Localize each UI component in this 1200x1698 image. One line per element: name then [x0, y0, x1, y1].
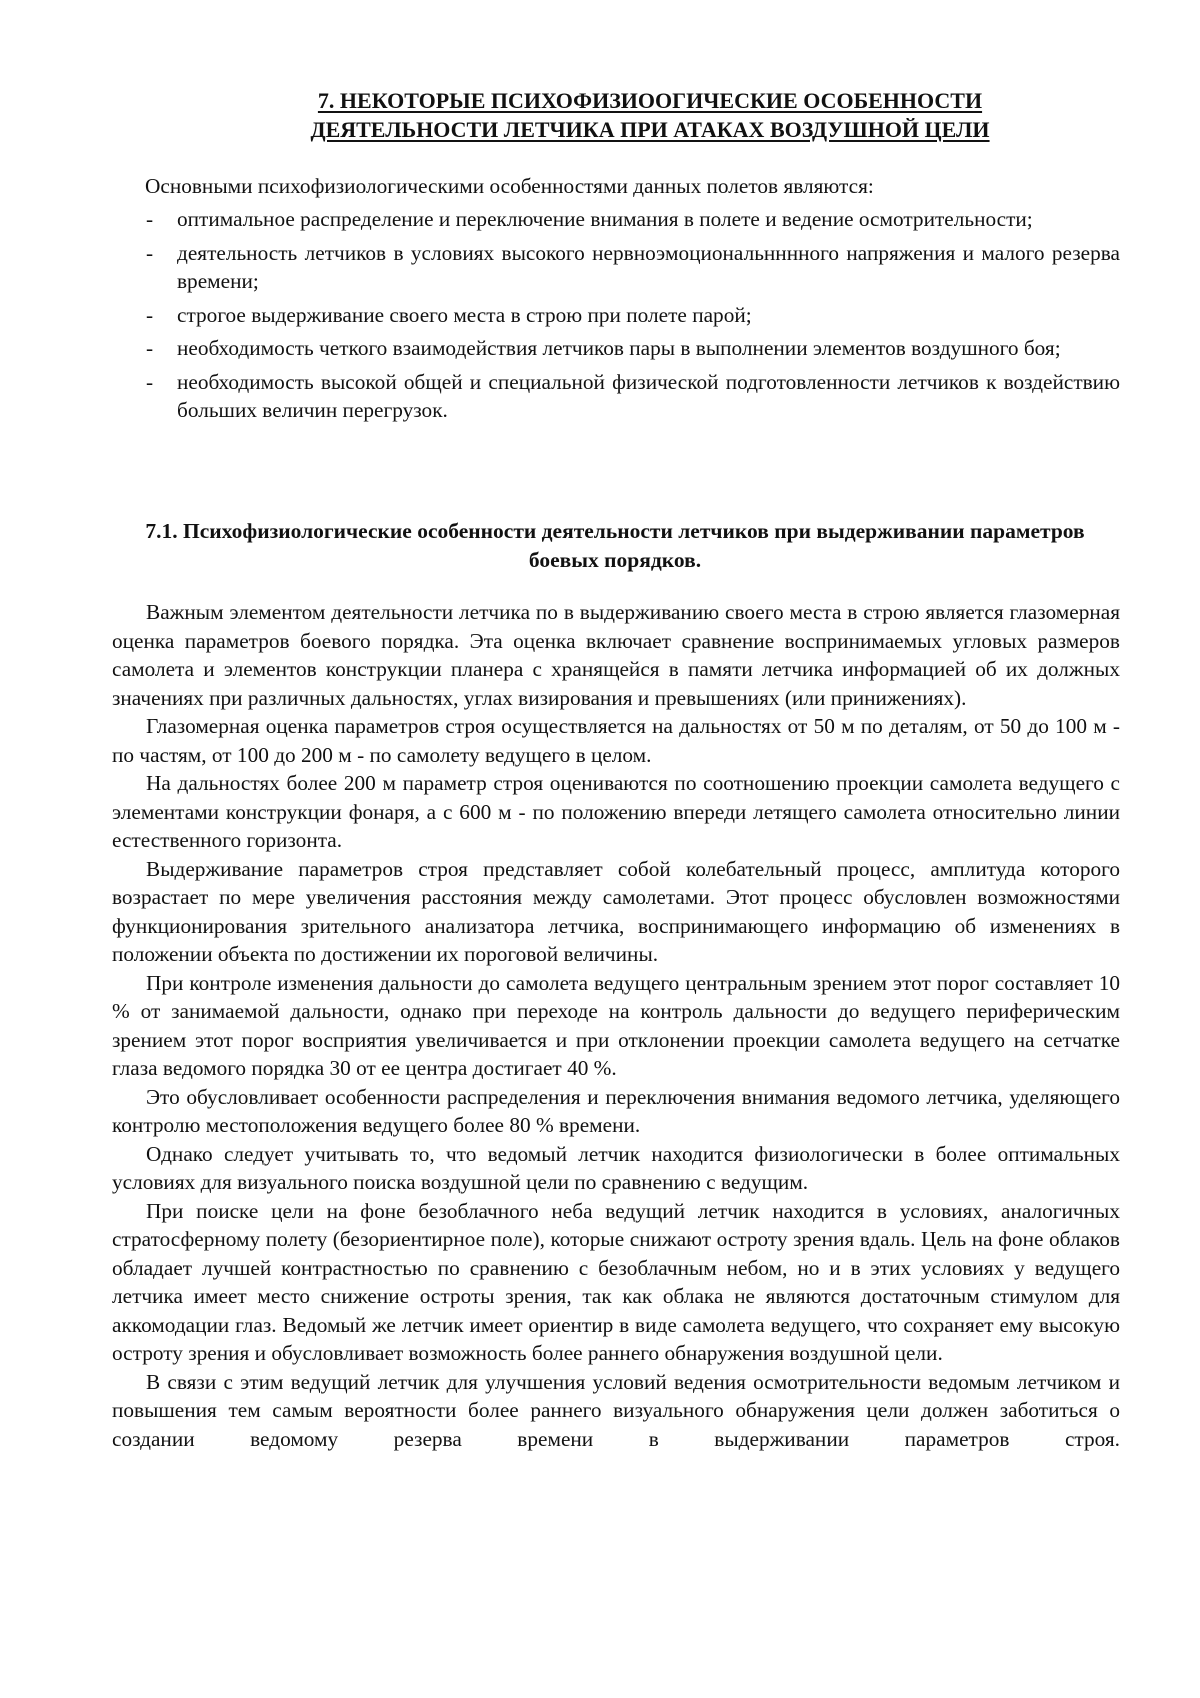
list-item: [112, 239, 1120, 296]
body-paragraph: При поиске цели на фоне безоблачного неба ведущий летчик находится в условиях, аналогичных стратосферному полету (безориентирное поле), которые снижают остроту зрения вдаль. Цель на фоне облаков обладает лучшей контрастностью по сравнению с безоблачным небом, но и в этих условиях у ведущего летчика имеет место снижение остроты зрения, так как облака не являются достаточным стимулом для аккомодации глаз. Ведомый же летчик имеет ориентир в виде самолета ведущего, что сохраняет ему высокую остроту зрения и обусловливает возможность более раннего обнаружения воздушной цели.: [112, 1198, 1120, 1365]
section-subtitle: 7.1. Психофизиологические особенности деятельности летчиков при выдерживании параметров боевых порядков.: [145, 519, 1085, 572]
body-text: [112, 598, 1120, 1453]
body-paragraph: На дальностях более 200 м параметр строя оцениваются по соотношению проекции самолета ведущего с элементами конструкции фонаря, а с 600 м - по положению впереди летящего самолета относительно линии естественного горизонта.: [112, 771, 1120, 852]
chapter-title: [250, 86, 1050, 144]
body-paragraph: В связи с этим ведущий летчик для улучшения условий ведения осмотрительности ведомым летчиком и повышения тем самым вероятности более раннего визуального обнаружения цели должен заботиться о создании ведомому резерва времени в выдерживании параметров строя.: [112, 1369, 1120, 1451]
bullet-dash: -: [146, 369, 154, 394]
list-item-text: необходимость высокой общей и специальной физической подготовленности летчиков к воздействию больших величин перегрузок.: [177, 369, 1120, 422]
body-paragraph: Важным элементом деятельности летчика по в выдерживанию своего места в строю является глазомерная оценка параметров боевого порядка. Эта оценка включает сравнение воспринимаемых угловых размеров самолета и элементов конструкции планера с хранящейся в памяти летчика информацией об их должных значениях при различных дальностях, углах визирования и превышениях (или принижениях).: [112, 600, 1120, 710]
body-paragraph: Однако следует учитывать то, что ведомый летчик находится физиологически в более оптимальных условиях для визуального поиска воздушной цели по сравнению с ведущим.: [112, 1141, 1120, 1194]
chapter-title-line-1: 7. НЕКОТОРЫЕ ПСИХОФИЗИООГИЧЕСКИЕ ОСОБЕННОСТИ: [317, 88, 983, 113]
bullet-dash: -: [146, 336, 154, 360]
features-list: [112, 205, 1120, 430]
list-item-text: оптимальное распределение и переключение внимания в полете и ведение осмотрительности;: [177, 207, 1033, 231]
list-item-text: необходимость четкого взаимодействия летчиков пары в выполнении элементов воздушного боя;: [177, 336, 1061, 360]
list-item: [112, 334, 1120, 363]
body-paragraph: При контроле изменения дальности до самолета ведущего центральным зрением этот порог составляет 10 % от занимаемой дальности, однако при переходе на контроль дальности до ведущего периферическим зрением этот порог восприятия увеличивается и при отклонении проекции самолета ведущего на сетчатке глаза ведомого порядка 30 от ее центра достигает 40 %.: [112, 970, 1120, 1080]
bullet-dash: -: [146, 302, 154, 327]
list-item-text: деятельность летчиков в условиях высокого нервноэмоциональнннного напряжения и малого резерва времени;: [177, 240, 1120, 293]
list-item-text: строгое выдерживание своего места в строю при полете парой;: [177, 302, 752, 327]
list-item: [112, 205, 1120, 234]
body-paragraph: Выдерживание параметров строя представляет собой колебательный процесс, амплитуда которого возрастает по мере увеличения расстояния между самолетами. Этот процесс обусловлен возможностями функционирования зрительного анализатора летчика, воспринимающего информацию об изменениях в положении объекта по достижении их пороговой величины.: [112, 856, 1120, 966]
intro-paragraph: Основными психофизиологическими особенностями данных полетов являются:: [145, 174, 874, 198]
bullet-dash: -: [146, 207, 154, 231]
body-paragraph: Глазомерная оценка параметров строя осуществляется на дальностях от 50 м по деталям, от 50 до 100 м - по частям, от 100 до 200 м - по самолету ведущего в целом.: [112, 714, 1120, 767]
body-paragraph: Это обусловливает особенности распределения и переключения внимания ведомого летчика, уделяющего контролю местоположения ведущего более 80 % времени.: [112, 1084, 1120, 1137]
list-item: [112, 368, 1120, 425]
list-item: [112, 301, 1120, 330]
chapter-title-line-2: ДЕЯТЕЛЬНОСТИ ЛЕТЧИКА ПРИ АТАКАХ ВОЗДУШНОЙ ЦЕЛИ: [310, 117, 990, 142]
bullet-dash: -: [146, 240, 154, 265]
